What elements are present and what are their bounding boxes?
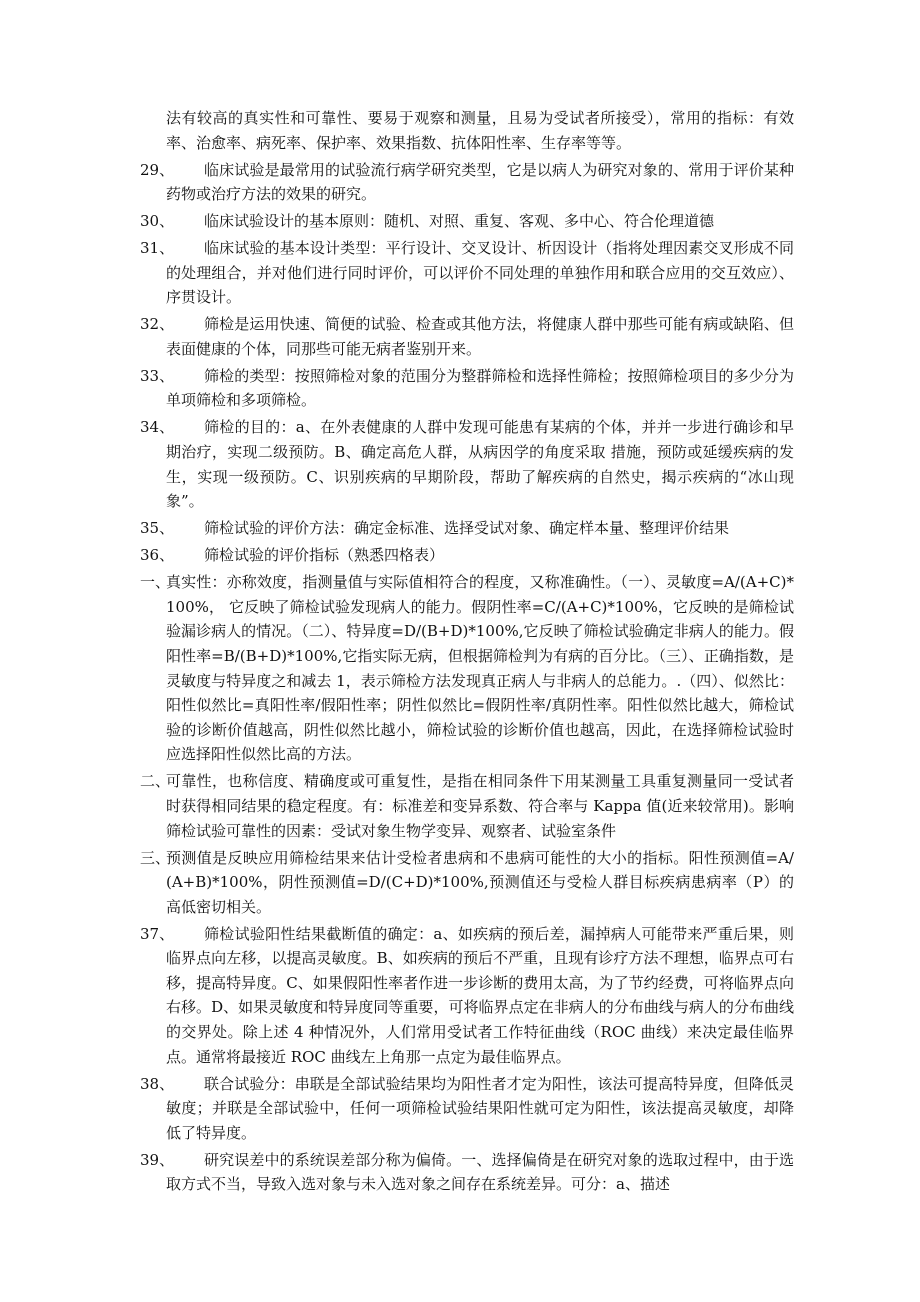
subsection-validity xyxy=(140,570,794,767)
subsection-predictive-value xyxy=(140,846,794,920)
paragraph-number: 36、 xyxy=(140,546,175,565)
paragraph-text: 筛检的类型：按照筛检对象的范围分为整群筛检和选择性筛检；按照筛检项目的多少分为单项筛检和多项筛检。 xyxy=(166,366,794,410)
paragraph-number: 38、 xyxy=(140,1074,175,1093)
subsection-reliability xyxy=(140,769,794,843)
paragraph-text: 研究误差中的系统误差部分称为偏倚。一、选择偏倚是在研究对象的选取过程中，由于选取方式不当，导致入选对象与未入选对象之间存在系统差异。可分：a、描述 xyxy=(166,1150,794,1194)
paragraph-number: 32、 xyxy=(140,315,175,334)
paragraph-continuation xyxy=(140,106,794,155)
paragraph-29 xyxy=(140,158,794,207)
paragraph-35 xyxy=(140,516,794,541)
paragraph-text: 法有较高的真实性和可靠性、要易于观察和测量，且易为受试者所接受），常用的指标：有效率、治愈率、病死率、保护率、效果指数、抗体阳性率、生存率等等。 xyxy=(166,109,794,152)
paragraph-34 xyxy=(140,415,794,513)
subsection-number: 一、 xyxy=(140,573,171,592)
paragraph-number: 37、 xyxy=(140,924,175,943)
subsection-number: 三、 xyxy=(140,848,171,867)
paragraph-text: 可靠性，也称信度、精确度或可重复性，是指在相同条件下用某测量工具重复测量同一受试者时获得相同结果的稳定程度。有：标准差和变异系数、符合率与 Kappa 值(近来较常用)。影响筛检试验可靠性的因素：受试对象生物学变异、观察者、试验室条件 xyxy=(166,772,794,840)
paragraph-31 xyxy=(140,236,794,310)
paragraph-number: 35、 xyxy=(140,519,175,538)
paragraph-number: 30、 xyxy=(140,212,175,231)
paragraph-30 xyxy=(140,209,794,234)
paragraph-number: 33、 xyxy=(140,366,175,385)
paragraph-text: 筛检的目的：a、在外表健康的人群中发现可能患有某病的个体，并并一步进行确诊和早期治疗，实现二级预防。B、确定高危人群，从病因学的角度采取 措施，预防或延缓疾病的发生，实现一级预防。C、识别疾病的早期阶段，帮助了解疾病的自然史，揭示疾病的“冰山现象”。 xyxy=(166,418,794,511)
paragraph-number: 29、 xyxy=(140,160,175,179)
paragraph-text: 真实性：亦称效度，指测量值与实际值相符合的程度，又称准确性。（一）、灵敏度=A/(A+C)*100%， 它反映了筛检试验发现病人的能力。假阴性率=C/(A+C)*100%，它反映的是筛检试验漏诊病人的情况。（二）、特异度=D/(B+D)*100%,它反映了筛检试验确定非病人的能力。假阳性率=B/(B+D)*100%,它指实际无病，但根据筛检判为有病的百分比。（三）、正确指数，是灵敏度与特异度之和减去 1，表示筛检方法发现真正病人与非病人的总能力。.（四）、似然比：阳性似然比=真阳性率/假阳性率；阴性似然比=假阴性率/真阴性率。阳性似然比越大，筛检试验的诊断价值越高，阴性似然比越小，筛检试验的诊断价值也越高，因此，在选择筛检试验时应选择阳性似然比高的方法。 xyxy=(166,573,794,764)
paragraph-37 xyxy=(140,922,794,1070)
paragraph-text: 筛检试验的评价指标（熟悉四格表） xyxy=(204,546,445,565)
paragraph-text: 联合试验分：串联是全部试验结果均为阳性者才定为阳性，该法可提高特异度，但降低灵敏度；并联是全部试验中，任何一项筛检试验结果阳性就可定为阳性，该法提高灵敏度，却降低了特异度。 xyxy=(166,1074,794,1142)
paragraph-text: 临床试验设计的基本原则：随机、对照、重复、客观、多中心、符合伦理道德 xyxy=(204,212,715,231)
paragraph-text: 筛检试验的评价方法：确定金标准、选择受试对象、确定样本量、整理评价结果 xyxy=(204,519,730,538)
paragraph-38 xyxy=(140,1072,794,1146)
paragraph-text: 临床试验是最常用的试验流行病学研究类型，它是以病人为研究对象的、常用于评价某种药物或治疗方法的效果的研究。 xyxy=(166,160,794,204)
paragraph-number: 31、 xyxy=(140,239,175,258)
paragraph-text: 筛检试验阳性结果截断值的确定：a、如疾病的预后差，漏掉病人可能带来严重后果，则临界点向左移，以提高灵敏度。B、如疾病的预后不严重，且现有诊疗方法不理想，临界点可右移，提高特异度。C、如果假阳性率者作进一步诊断的费用太高，为了节约经费，可将临界点向右移。D、如果灵敏度和特异度同等重要，可将临界点定在非病人的分布曲线与病人的分布曲线的交界处。除上述 4 种情况外，人们常用受试者工作特征曲线（ROC 曲线）来决定最佳临界点。通常将最接近 ROC 曲线左上角那一点定为最佳临界点。 xyxy=(166,924,794,1066)
subsection-number: 二、 xyxy=(140,772,171,791)
paragraph-text: 临床试验的基本设计类型：平行设计、交叉设计、析因设计（指将处理因素交叉形成不同的处理组合，并对他们进行同时评价，可以评价不同处理的单独作用和联合应用的交互效应）、序贯设计。 xyxy=(166,239,794,307)
paragraph-text: 预测值是反映应用筛检结果来估计受检者患病和不患病可能性的大小的指标。阳性预测值=A/(A+B)*100%，阴性预测值=D/(C+D)*100%,预测值还与受检人群目标疾病患病率（P）的高低密切相关。 xyxy=(166,848,794,916)
paragraph-number: 39、 xyxy=(140,1150,175,1169)
paragraph-36 xyxy=(140,543,794,568)
paragraph-39 xyxy=(140,1148,794,1197)
paragraph-number: 34、 xyxy=(140,418,175,437)
paragraph-33 xyxy=(140,364,794,413)
paragraph-text: 筛检是运用快速、简便的试验、检查或其他方法，将健康人群中那些可能有病或缺陷、但表面健康的个体，同那些可能无病者鉴别开来。 xyxy=(166,315,794,358)
paragraph-32 xyxy=(140,312,794,361)
